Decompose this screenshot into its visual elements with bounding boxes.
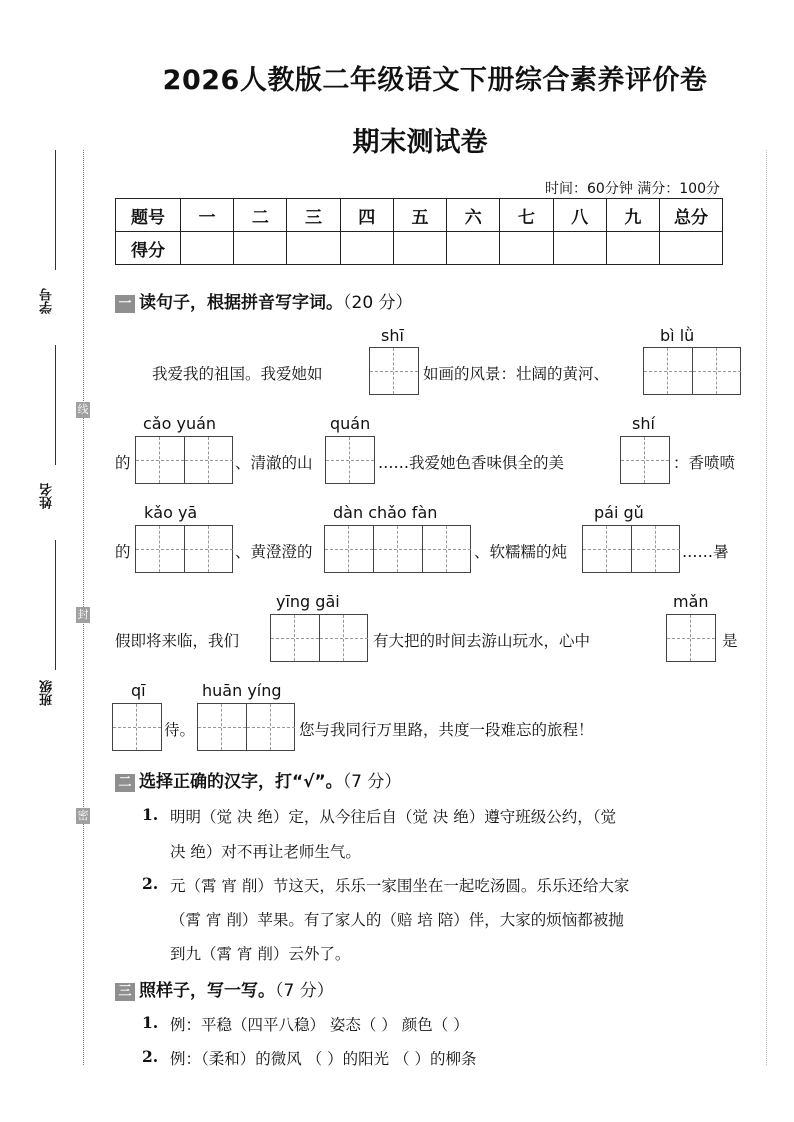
- table-cell: 题号: [116, 199, 181, 232]
- table-cell: 五: [393, 199, 446, 232]
- pinyin: mǎn: [673, 592, 709, 611]
- sentence-text: ……暑: [682, 543, 729, 561]
- table-cell: 四: [340, 199, 393, 232]
- name-label: 姓名: [40, 483, 55, 509]
- pinyin: pái gǔ: [594, 503, 644, 522]
- cut-mark: 线: [77, 403, 89, 416]
- sentence-text: 如画的风景：壮阔的黄河、: [423, 365, 610, 383]
- question-text[interactable]: 明明（觉 决 绝）定，从今往后自（觉 决 绝）遵守班级公约，（觉: [170, 808, 616, 826]
- score-input-cell[interactable]: [660, 232, 723, 265]
- pinyin: shī: [381, 326, 404, 345]
- item-number: 1.: [142, 805, 159, 824]
- student-id-label: 学号: [40, 288, 55, 314]
- section-1-heading: [115, 288, 413, 313]
- pinyin: qī: [131, 681, 146, 700]
- item-number: 2.: [142, 1047, 159, 1066]
- score-table: [115, 198, 723, 265]
- sentence-text: 、清澈的山: [235, 454, 313, 472]
- character-box[interactable]: [135, 525, 233, 573]
- score-input-cell[interactable]: [287, 232, 340, 265]
- sentence-text: 待。: [164, 721, 196, 739]
- table-cell: 总分: [660, 199, 723, 232]
- score-input-cell[interactable]: [340, 232, 393, 265]
- sentence-text: 、黄澄澄的: [235, 543, 313, 561]
- question-text[interactable]: 例：（柔和）的微风 （ ）的阳光 （ ）的柳条: [170, 1050, 477, 1068]
- cut-mark: 密: [77, 809, 89, 822]
- table-cell: 三: [287, 199, 340, 232]
- character-box[interactable]: [324, 525, 471, 573]
- section-points: （7 分）: [275, 981, 334, 1001]
- item-number: 2.: [142, 874, 159, 893]
- character-box[interactable]: [643, 347, 741, 395]
- table-cell: 七: [500, 199, 553, 232]
- score-input-cell[interactable]: [234, 232, 287, 265]
- pinyin: quán: [330, 414, 371, 433]
- question-text[interactable]: （霄 宵 削）苹果。有了家人的（赔 培 陪）伴，大家的烦恼都被抛: [170, 911, 624, 929]
- character-box[interactable]: [582, 525, 680, 573]
- sentence-text: 您与我同行万里路，共度一段难忘的旅程！: [299, 721, 594, 739]
- name-line[interactable]: [55, 345, 56, 465]
- section-2-heading: [115, 767, 401, 792]
- item-number: 1.: [142, 1013, 159, 1032]
- character-box[interactable]: [369, 347, 419, 395]
- score-input-cell[interactable]: [606, 232, 659, 265]
- question-text[interactable]: 决 绝）对不再让老师生气。: [170, 843, 361, 861]
- class-line[interactable]: [55, 540, 56, 670]
- character-box[interactable]: [112, 703, 162, 751]
- score-table-score-row: [116, 232, 723, 265]
- question-text[interactable]: 到九（霄 宵 削）云外了。: [170, 945, 351, 963]
- sentence-text: 我爱我的祖国。我爱她如: [152, 365, 323, 383]
- page-title: 2026人教版二年级语文下册综合素养评价卷: [162, 65, 708, 96]
- character-box[interactable]: [197, 703, 295, 751]
- score-input-cell[interactable]: [500, 232, 553, 265]
- table-cell: 二: [234, 199, 287, 232]
- pinyin: dàn chǎo fàn: [333, 503, 438, 522]
- score-input-cell[interactable]: [447, 232, 500, 265]
- section-3-heading: [115, 976, 334, 1001]
- page-subtitle: 期末测试卷: [352, 127, 488, 158]
- pinyin: yīng gāi: [276, 592, 340, 611]
- pinyin: kǎo yā: [144, 503, 198, 522]
- section-points: （20 分）: [343, 293, 413, 313]
- student-id-line[interactable]: [55, 150, 56, 270]
- sentence-text: ……我爱她色香味俱全的美: [378, 454, 565, 472]
- table-cell: 得分: [116, 232, 181, 265]
- character-box[interactable]: [325, 436, 375, 484]
- cut-mark: 封: [77, 608, 89, 621]
- score-input-cell[interactable]: [393, 232, 446, 265]
- section-badge: 一: [115, 295, 135, 313]
- character-box[interactable]: [620, 436, 670, 484]
- pinyin: bì lǜ: [660, 326, 695, 345]
- sentence-text: 是: [722, 632, 738, 650]
- section-title: 读句子，根据拼音写字词。: [139, 293, 343, 313]
- table-cell: 一: [181, 199, 234, 232]
- pinyin: shí: [632, 414, 655, 433]
- sentence-text: 假即将来临，我们: [115, 632, 240, 650]
- sentence-text: 、软糯糯的炖: [474, 543, 568, 561]
- section-title: 选择正确的汉字，打“√”。: [139, 772, 343, 792]
- question-text[interactable]: 例：平稳（四平八稳） 姿态（ ） 颜色（ ）: [170, 1016, 469, 1034]
- time-info: 时间：60分钟 满分：100分: [545, 181, 720, 197]
- sentence-text: ：香喷喷: [673, 454, 736, 472]
- sentence-text: 的: [115, 454, 131, 472]
- sentence-text: 有大把的时间去游山玩水，心中: [373, 632, 591, 650]
- score-table-header-row: [116, 199, 723, 232]
- class-label: 班级: [40, 680, 55, 706]
- pinyin: cǎo yuán: [143, 414, 217, 433]
- table-cell: 九: [606, 199, 659, 232]
- right-dotted-line: [766, 150, 767, 1065]
- section-title: 照样子，写一写。: [139, 981, 275, 1001]
- section-points: （7 分）: [342, 772, 402, 792]
- section-badge: 三: [115, 983, 135, 1001]
- character-box[interactable]: [270, 614, 368, 662]
- table-cell: 六: [447, 199, 500, 232]
- score-input-cell[interactable]: [553, 232, 606, 265]
- character-box[interactable]: [135, 436, 233, 484]
- character-box[interactable]: [666, 614, 716, 662]
- question-text[interactable]: 元（霄 宵 削）节这天，乐乐一家围坐在一起吃汤圆。乐乐还给大家: [170, 877, 630, 895]
- score-input-cell[interactable]: [181, 232, 234, 265]
- pinyin: huān yíng: [202, 681, 282, 700]
- table-cell: 八: [553, 199, 606, 232]
- sentence-text: 的: [115, 543, 131, 561]
- section-badge: 二: [115, 774, 135, 792]
